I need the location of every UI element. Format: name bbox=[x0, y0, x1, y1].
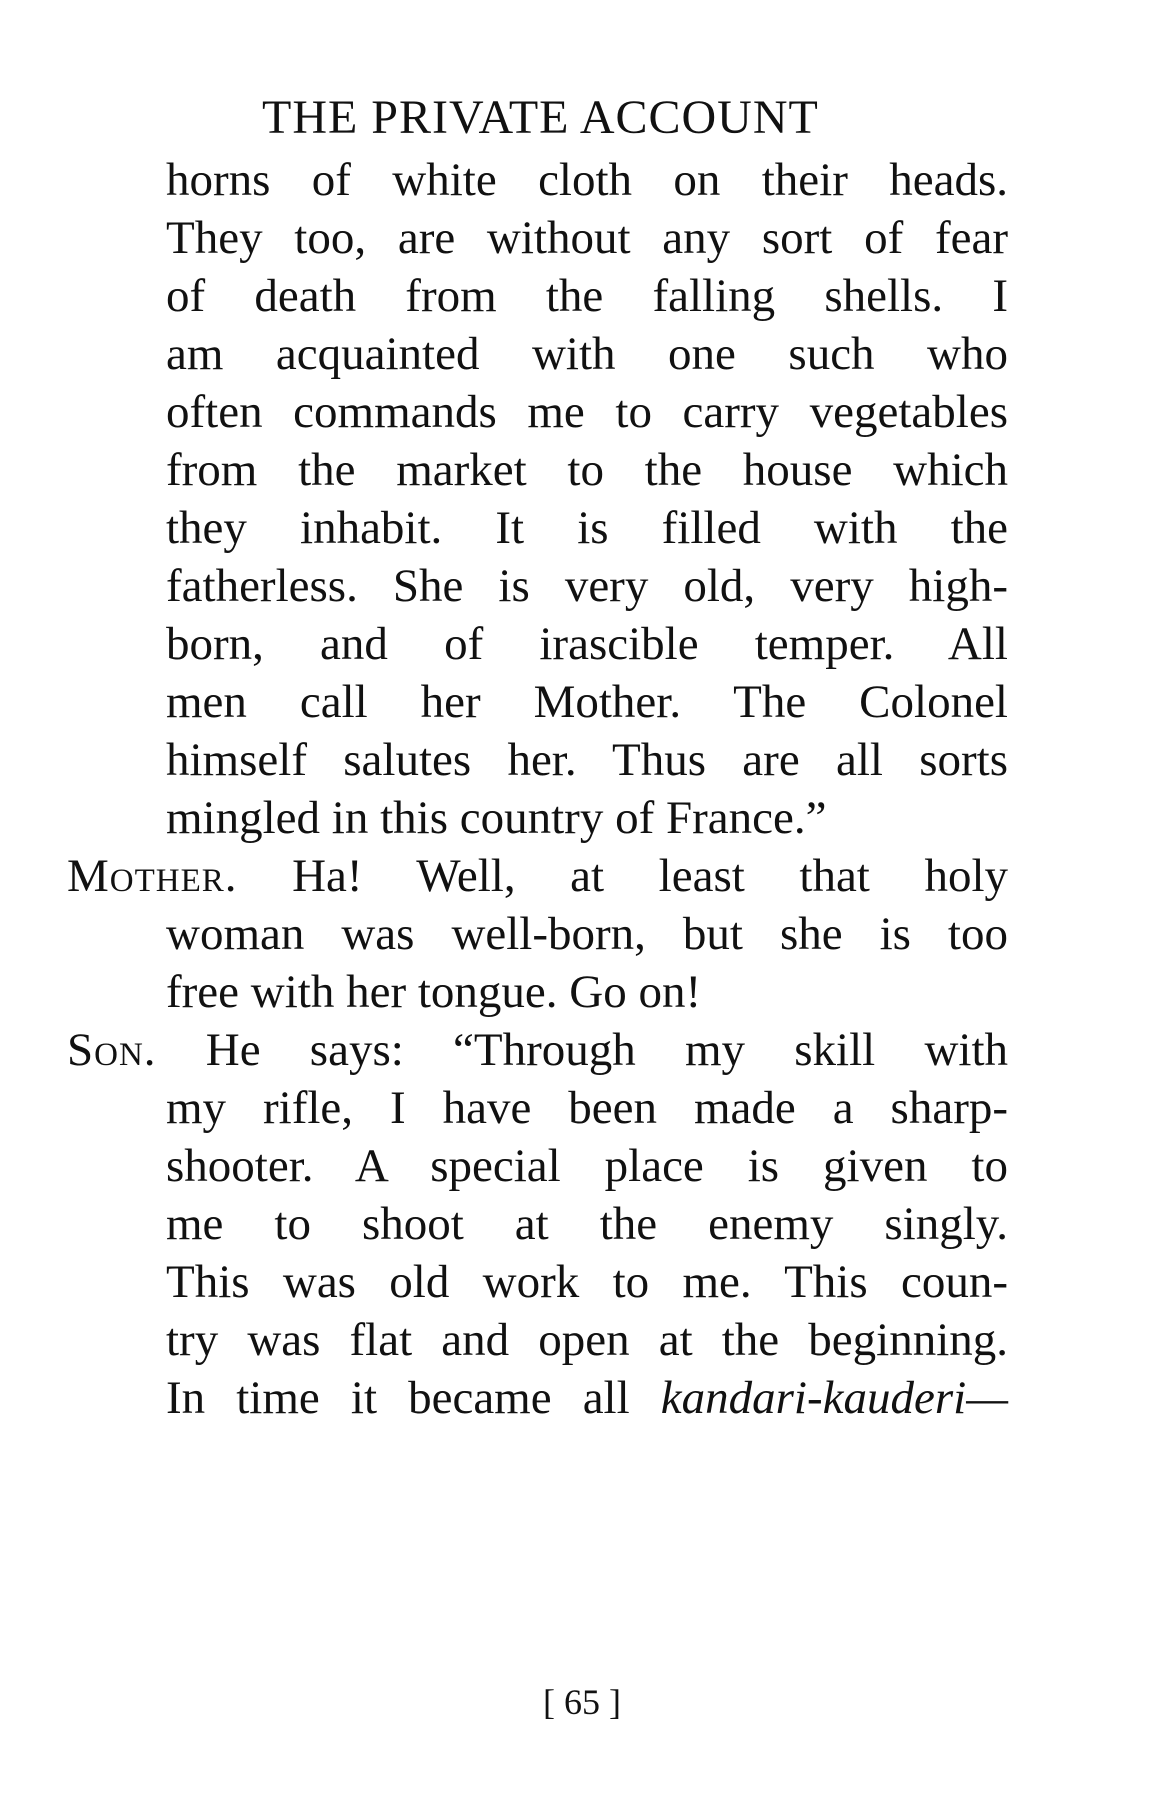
dialogue-text: Ha! Well, at least that holy bbox=[237, 850, 1008, 902]
speaker-name: Mother. bbox=[67, 850, 238, 902]
text-line: men call her Mother. The Colonel bbox=[166, 676, 1008, 728]
running-head: THE PRIVATE ACCOUNT bbox=[262, 91, 819, 144]
text-line: my rifle, I have been made a sharp- bbox=[166, 1082, 1008, 1134]
text-line: try was flat and open at the beginning. bbox=[166, 1314, 1008, 1366]
text-line: am acquainted with one such who bbox=[166, 328, 1008, 380]
line-text: In time it became all bbox=[166, 1372, 661, 1424]
text-line: woman was well-born, but she is too bbox=[166, 908, 1008, 960]
text-line: often commands me to carry vegetables bbox=[166, 386, 1008, 438]
text-line: shooter. A special place is given to bbox=[166, 1140, 1008, 1192]
text-line: born, and of irascible temper. All bbox=[166, 618, 1008, 670]
text-line: horns of white cloth on their heads. bbox=[166, 154, 1008, 206]
italic-term: kandari-kauderi— bbox=[660, 1372, 1008, 1424]
text-line: free with her tongue. Go on! bbox=[166, 966, 702, 1018]
page-number: [ 65 ] bbox=[543, 1682, 621, 1722]
dialogue-text: He says: “Through my skill with bbox=[156, 1024, 1008, 1076]
text-line: himself salutes her. Thus are all sorts bbox=[166, 734, 1008, 786]
text-line: they inhabit. It is filled with the bbox=[166, 502, 1008, 554]
text-line: They too, are without any sort of fear bbox=[166, 212, 1008, 264]
dialogue-line bbox=[67, 846, 1008, 906]
speaker-name: Son. bbox=[67, 1024, 157, 1076]
dialogue-line bbox=[67, 1020, 1008, 1080]
text-line: This was old work to me. This coun- bbox=[166, 1256, 1008, 1308]
text-line: of death from the falling shells. I bbox=[166, 270, 1008, 322]
text-line bbox=[166, 1368, 1008, 1428]
text-line: fatherless. She is very old, very high- bbox=[166, 560, 1008, 612]
text-line: from the market to the house which bbox=[166, 444, 1008, 496]
text-line: me to shoot at the enemy singly. bbox=[166, 1198, 1008, 1250]
text-line: mingled in this country of France.” bbox=[166, 792, 827, 844]
